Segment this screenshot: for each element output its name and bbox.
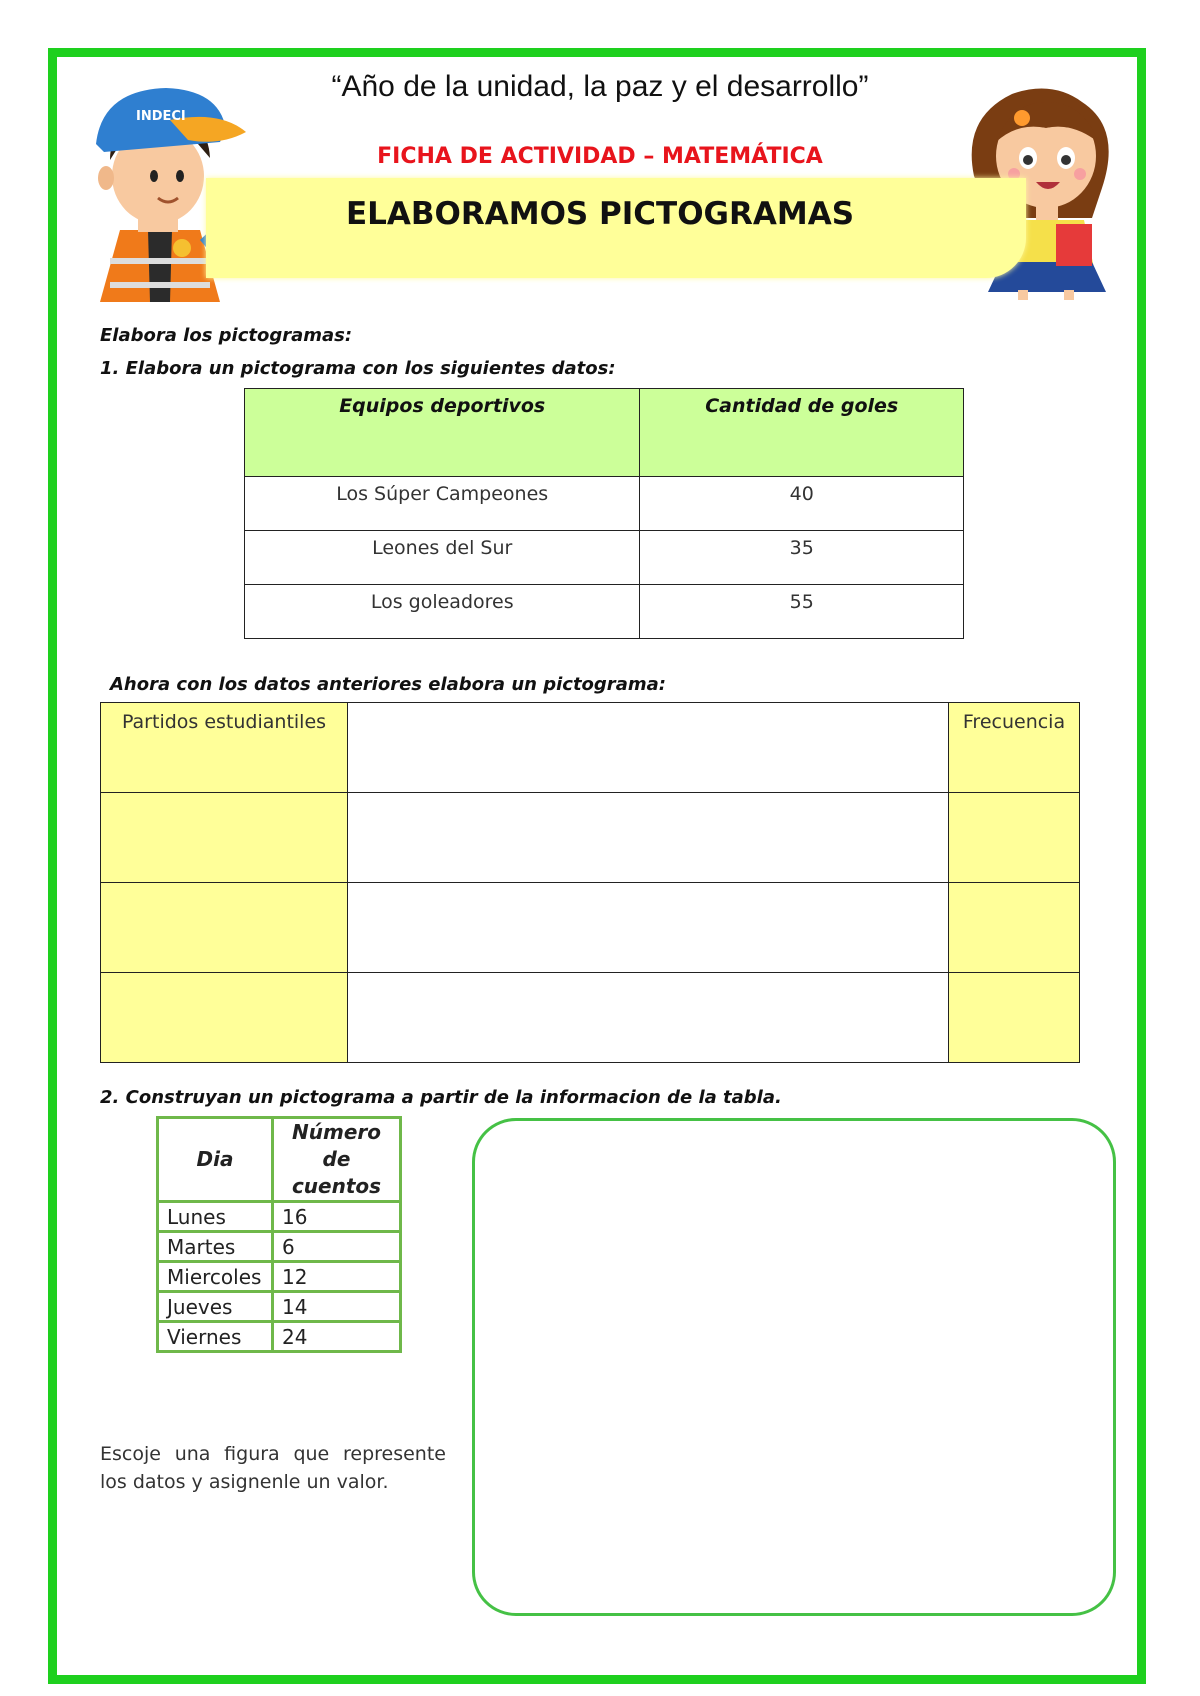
instruction-2: 2. Construyan un pictograma a partir de la informacion de la tabla. — [100, 1087, 782, 1108]
table-row — [158, 1202, 401, 1232]
team-cell: Los goleadores — [245, 585, 640, 639]
stories-table — [156, 1116, 402, 1353]
pictogram-cell[interactable] — [348, 883, 949, 973]
table-header-row — [158, 1118, 401, 1202]
column-header: Número de cuentos — [273, 1118, 401, 1202]
count-cell: 16 — [273, 1202, 401, 1232]
party-cell[interactable] — [101, 793, 348, 883]
table-row — [245, 477, 964, 531]
team-cell: Los Súper Campeones — [245, 477, 640, 531]
section-intro: Elabora los pictogramas: — [100, 325, 353, 346]
table-header-row — [245, 389, 964, 477]
table-row — [245, 531, 964, 585]
table-row — [158, 1292, 401, 1322]
goals-cell: 40 — [640, 477, 964, 531]
page-title: ELABORAMOS PICTOGRAMAS — [345, 196, 855, 232]
count-cell: 12 — [273, 1262, 401, 1292]
year-motto: “Año de la unidad, la paz y el desarrollo” — [331, 70, 869, 103]
pictogram-cell[interactable] — [348, 793, 949, 883]
instruction-1: 1. Elabora un pictograma con los siguientes datos: — [100, 358, 616, 379]
pictogram-table — [100, 702, 1080, 1063]
pictogram-cell[interactable] — [348, 703, 949, 793]
goals-cell: 35 — [640, 531, 964, 585]
cap-logo-text: INDECI — [136, 109, 186, 124]
frequency-header: Frecuencia — [949, 703, 1080, 793]
count-cell: 24 — [273, 1322, 401, 1352]
pictogram-drawing-area[interactable] — [472, 1118, 1116, 1616]
goals-cell: 55 — [640, 585, 964, 639]
day-cell: Martes — [158, 1232, 273, 1262]
table-row — [101, 703, 1080, 793]
column-header: Dia — [158, 1118, 273, 1202]
day-cell: Jueves — [158, 1292, 273, 1322]
goals-table — [244, 388, 964, 639]
pictogram-prompt: Ahora con los datos anteriores elabora un pictograma: — [110, 674, 666, 695]
parties-header: Partidos estudiantiles — [101, 703, 348, 793]
frequency-cell[interactable] — [949, 883, 1080, 973]
team-cell: Leones del Sur — [245, 531, 640, 585]
ficha-label: FICHA DE ACTIVIDAD – MATEMÁTICA — [377, 144, 823, 169]
table-row — [101, 793, 1080, 883]
count-cell: 14 — [273, 1292, 401, 1322]
table-row — [101, 973, 1080, 1063]
table-row — [158, 1232, 401, 1262]
figure-instruction-note: Escoje una figura que represente los datos y asignenle un valor. — [100, 1443, 446, 1493]
table-row — [245, 585, 964, 639]
count-cell: 6 — [273, 1232, 401, 1262]
party-cell[interactable] — [101, 973, 348, 1063]
table-row — [158, 1262, 401, 1292]
day-cell: Miercoles — [158, 1262, 273, 1292]
frequency-cell[interactable] — [949, 793, 1080, 883]
table-row — [158, 1322, 401, 1352]
column-header: Equipos deportivos — [245, 389, 640, 477]
party-cell[interactable] — [101, 883, 348, 973]
pictogram-cell[interactable] — [348, 973, 949, 1063]
frequency-cell[interactable] — [949, 973, 1080, 1063]
day-cell: Viernes — [158, 1322, 273, 1352]
day-cell: Lunes — [158, 1202, 273, 1232]
column-header: Cantidad de goles — [640, 389, 964, 477]
table-row — [101, 883, 1080, 973]
